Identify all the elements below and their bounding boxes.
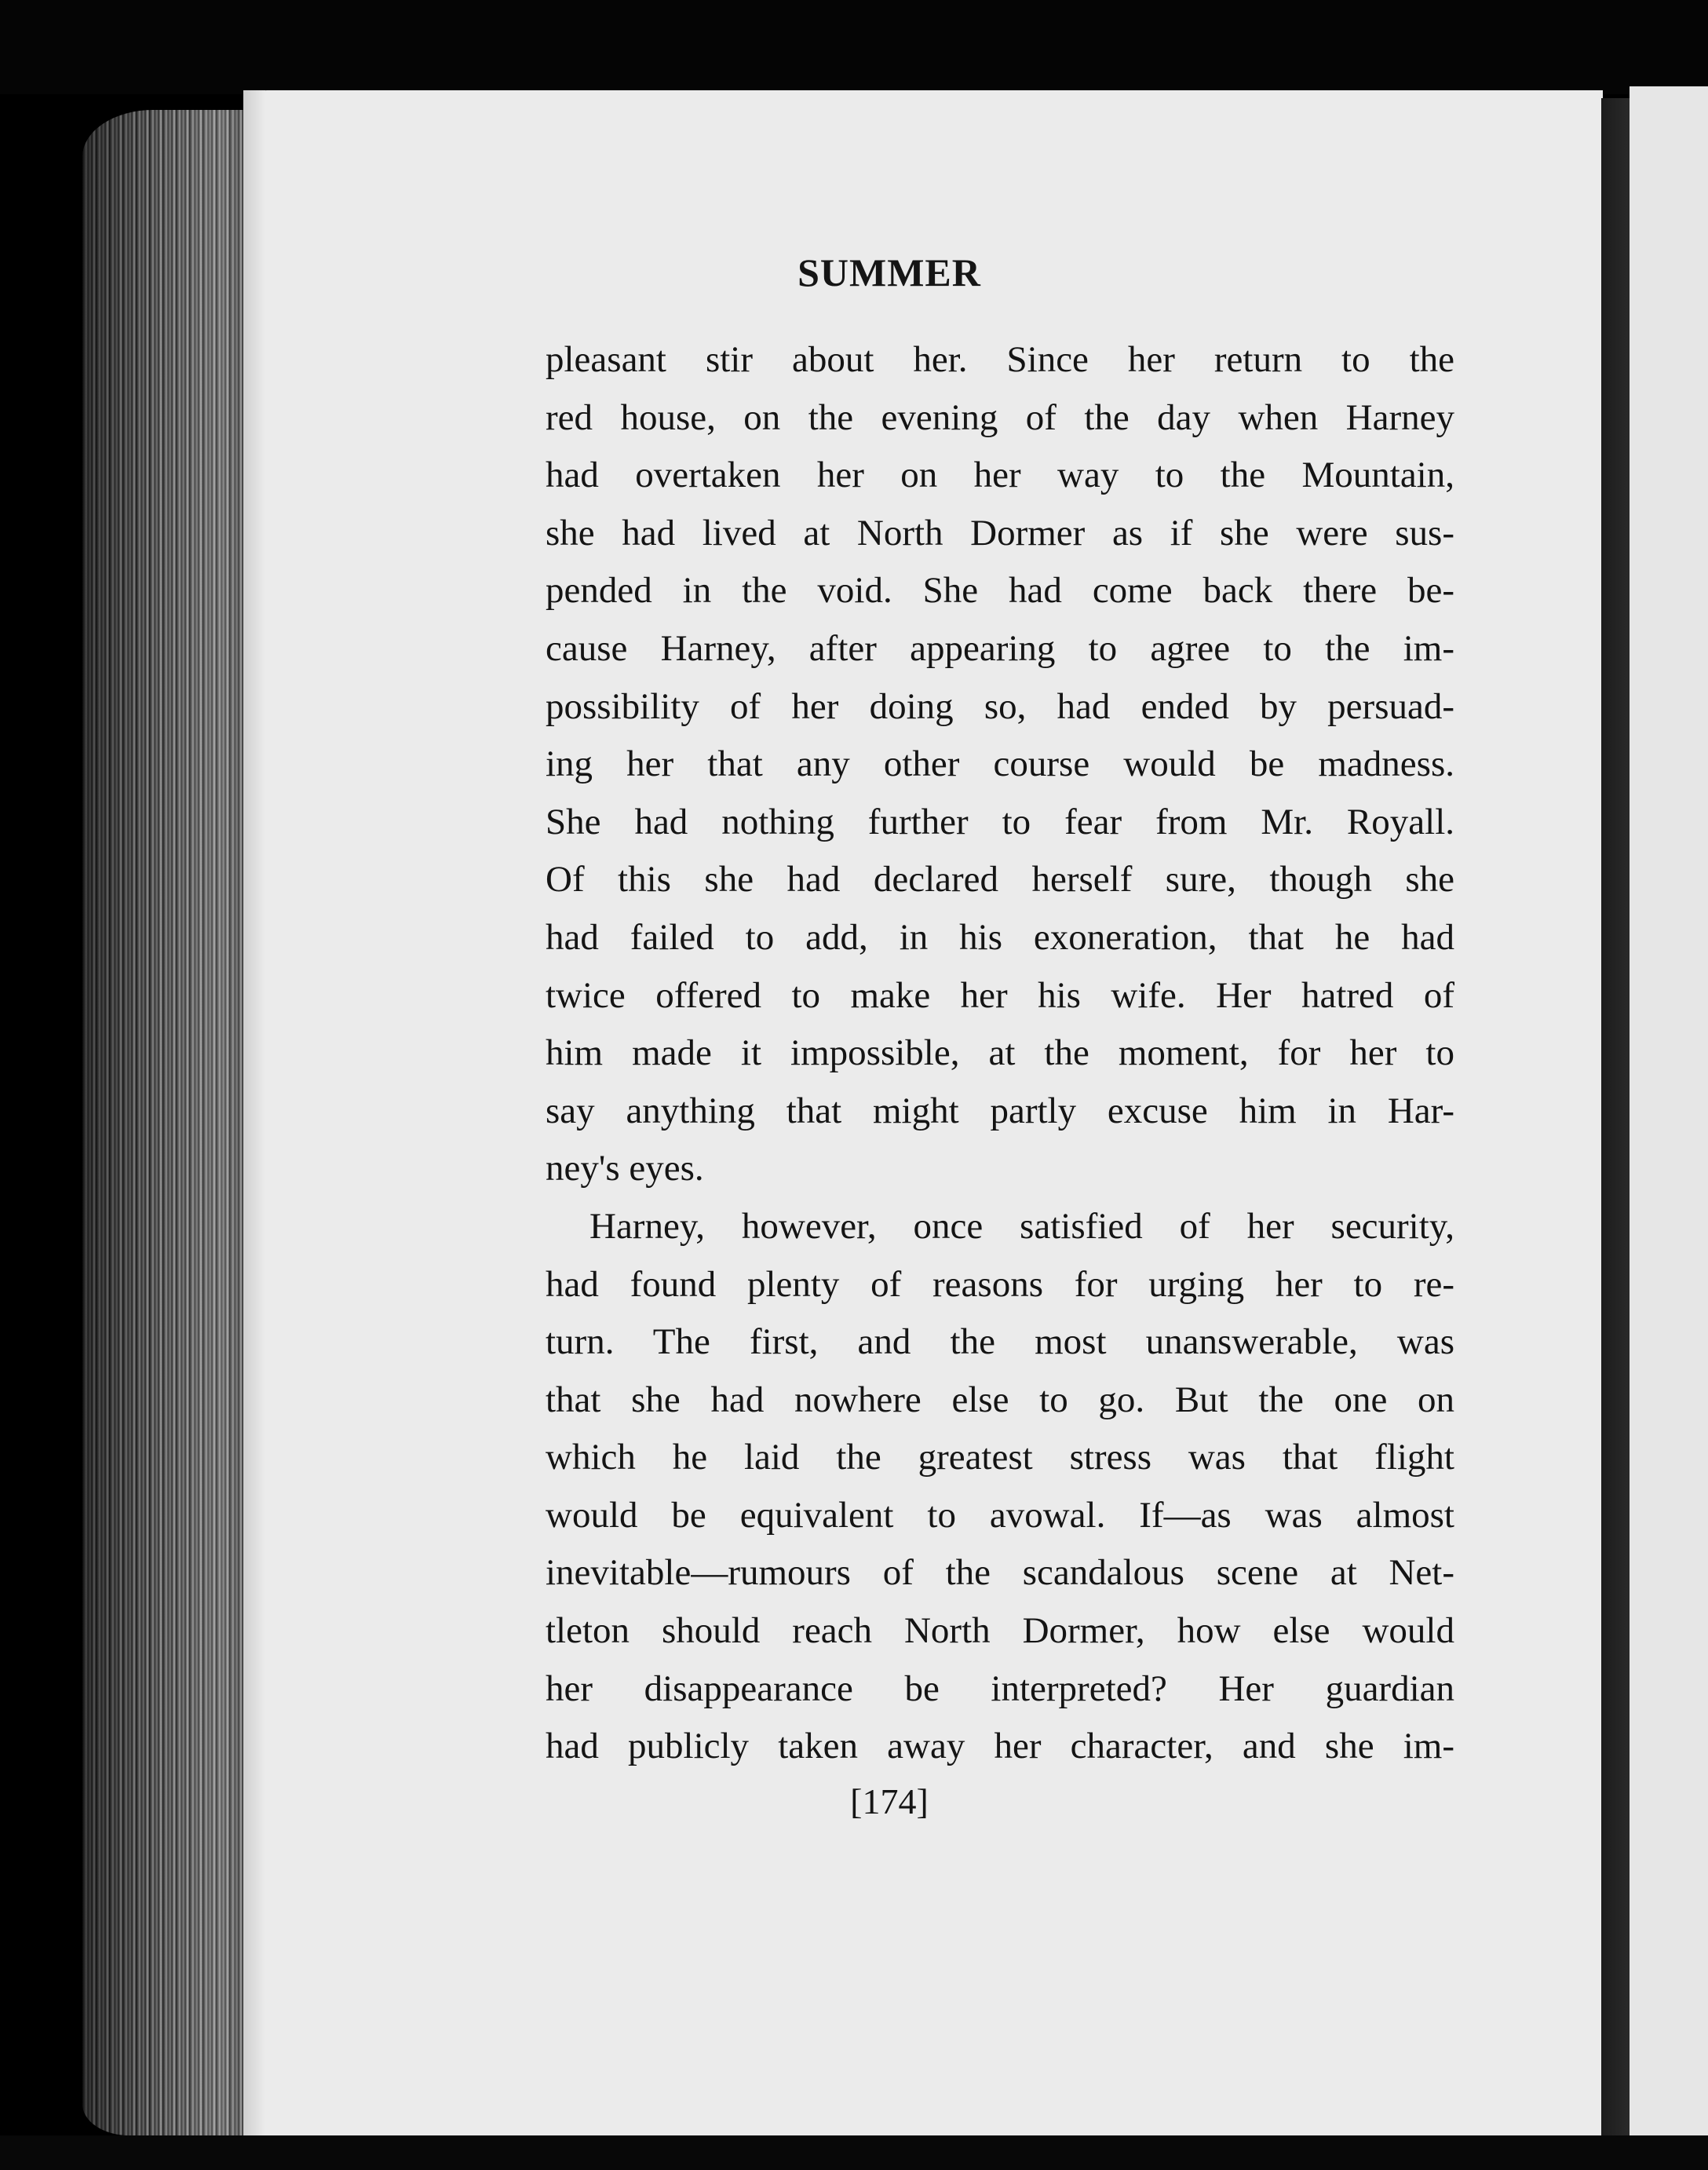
body-text <box>546 331 1454 1776</box>
text-line: twice offered to make her his wife. Her hatred of <box>546 974 1454 1016</box>
text-line: had found plenty of reasons for urging her to re- <box>546 1263 1454 1305</box>
text-line: inevitable—rumours of the scandalous scene at Net- <box>546 1552 1454 1594</box>
scan-border-bottom <box>0 2135 1708 2170</box>
text-line: pended in the void. She had come back there be- <box>546 570 1454 612</box>
page-number: [174] <box>850 1781 929 1821</box>
text-line: Of this she had declared herself sure, though she <box>546 859 1454 901</box>
facing-page-edge <box>1630 86 1708 2159</box>
text-line: that she had nowhere else to go. But the one on <box>546 1379 1454 1420</box>
text-line: She had nothing further to fear from Mr. Royall. <box>546 801 1454 842</box>
text-line: which he laid the greatest stress was that flight <box>546 1437 1454 1478</box>
text-line: would be equivalent to avowal. If—as was almost <box>546 1494 1454 1536</box>
text-line: she had lived at North Dormer as if she were sus- <box>546 512 1454 553</box>
text-line: say anything that might partly excuse him in Har- <box>546 1090 1454 1131</box>
text-line: red house, on the evening of the day when Harney <box>546 396 1454 438</box>
scan-border-top <box>0 0 1708 94</box>
text-line: had publicly taken away her character, and she im- <box>546 1726 1454 1767</box>
running-head: SUMMER <box>797 250 981 294</box>
text-line: had failed to add, in his exoneration, that he had <box>546 916 1454 958</box>
text-line: her disappearance be interpreted? Her guardian <box>546 1668 1454 1709</box>
book-gutter <box>1601 98 1630 2147</box>
text-line: turn. The first, and the most unanswerable, was <box>546 1321 1454 1363</box>
text-line: him made it impossible, at the moment, for her to <box>546 1032 1454 1074</box>
text-line: had overtaken her on her way to the Mountain, <box>546 455 1454 496</box>
text-line: possibility of her doing so, had ended by persuad- <box>546 685 1454 727</box>
text-line: ney's eyes. <box>546 1148 704 1189</box>
text-line: tleton should reach North Dormer, how else would <box>546 1610 1454 1652</box>
text-line: cause Harney, after appearing to agree to the im- <box>546 627 1454 669</box>
text-line: ing her that any other course would be madness. <box>546 743 1454 785</box>
text-line: Harney, however, once satisfied of her security, <box>589 1205 1454 1247</box>
book-page-edges <box>82 110 259 2135</box>
text-line: pleasant stir about her. Since her return to the <box>546 339 1454 380</box>
